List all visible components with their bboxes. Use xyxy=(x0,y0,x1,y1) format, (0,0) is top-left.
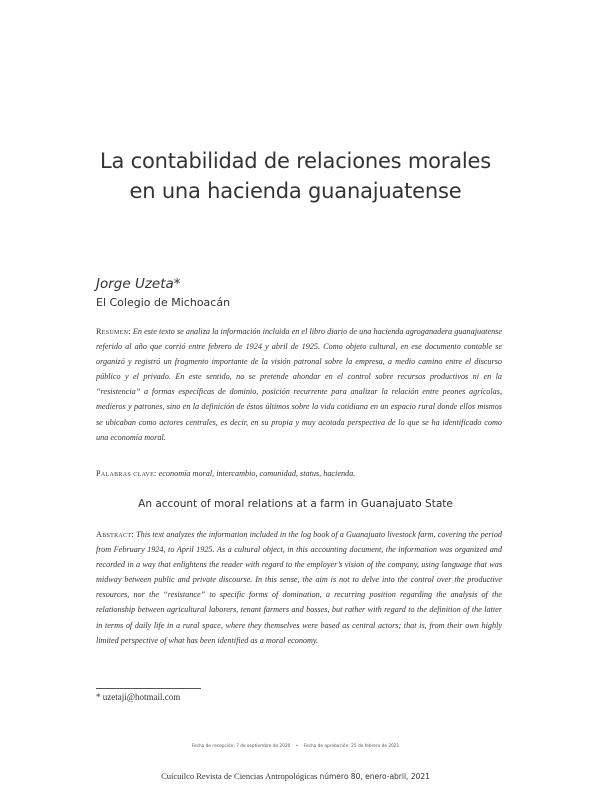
keywords-section xyxy=(96,466,502,481)
approved-date: Fecha de aprobación: 25 de febrero de 2021 xyxy=(303,744,400,749)
title-line-2: en una hacienda guanajuatense xyxy=(129,179,462,203)
keywords-text: economía moral, intercambio, comunidad, status, hacienda. xyxy=(158,469,356,478)
received-date: Fecha de recepción: 7 de septiembre de 2020 xyxy=(191,744,291,749)
date-separator: • xyxy=(295,744,299,749)
english-title: An account of moral relations at a farm in Guanajuato State xyxy=(138,498,453,510)
resumen-text: En este texto se analiza la información incluida en el libro diario de una hacienda agroganadera guanajuatense referido al año que corrió entre febrero de 1924 y abril de 1925. Como objeto cultural, en ese documento contable se organizó y registró un fragmento importante de la visión patronal sobre la empresa, a medio camino entre el discurso público y el privado. En este sentido, no se pretende ahondar en el control sobre recursos productivos ni en la “resistencia” a formas específicas de dominio, posición recurrente para analizar la relación entre peones agrícolas, medieros y patrones, sino en la definición de éstos últimos sobre la vida cotidiana en un espacio rural donde ellos mismos se ubicaban como actores centrales, es decir, en su propia y muy acotada perspectiva de lo que se ha identificado como una economía moral. xyxy=(96,327,502,442)
journal-name: Cuicuilco Revista de Ciencias Antropológicas xyxy=(161,771,318,781)
abstract-label: Abstract: xyxy=(96,530,134,539)
journal-issue: número 80, enero-abril, 2021 xyxy=(319,772,430,781)
resumen-label: Resumen: xyxy=(96,327,131,336)
author-name: Jorge Uzeta* xyxy=(96,276,181,292)
abstract-text: This text analyzes the information included in the log book of a Guanajuato livestock farm, covering the period from February 1924, to April 1925. As a cultural object, in this accounting document, the information was organized and recorded in a way that enlightens the reader with regard to the employer’s vision of the company, using language that was midway between public and private discourse. In this sense, the aim is not to delve into the control over the productive resources, nor the “resistance” to specific forms of domination, a recurring position regarding the analysis of the relationship between agricultural laborers, tenant farmers and bosses, but rather with regard to the definition of the latter in terms of daily life in a rural space, where they themselves were based as central actors; that is, from their own highly limited perspective of what has been identified as a moral economy. xyxy=(96,530,503,645)
abstract-section xyxy=(96,527,502,648)
author-affiliation: El Colegio de Michoacán xyxy=(96,296,231,309)
submission-dates xyxy=(0,744,591,749)
footnote-divider xyxy=(96,688,201,689)
resumen-section xyxy=(96,324,502,445)
title-line-1: La contabilidad de relaciones morales xyxy=(100,149,491,173)
journal-footer xyxy=(0,771,591,781)
author-email-footnote: * uzetaji@hotmail.com xyxy=(96,692,181,702)
article-title xyxy=(60,146,531,206)
keywords-label: Palabras clave: xyxy=(96,469,157,478)
